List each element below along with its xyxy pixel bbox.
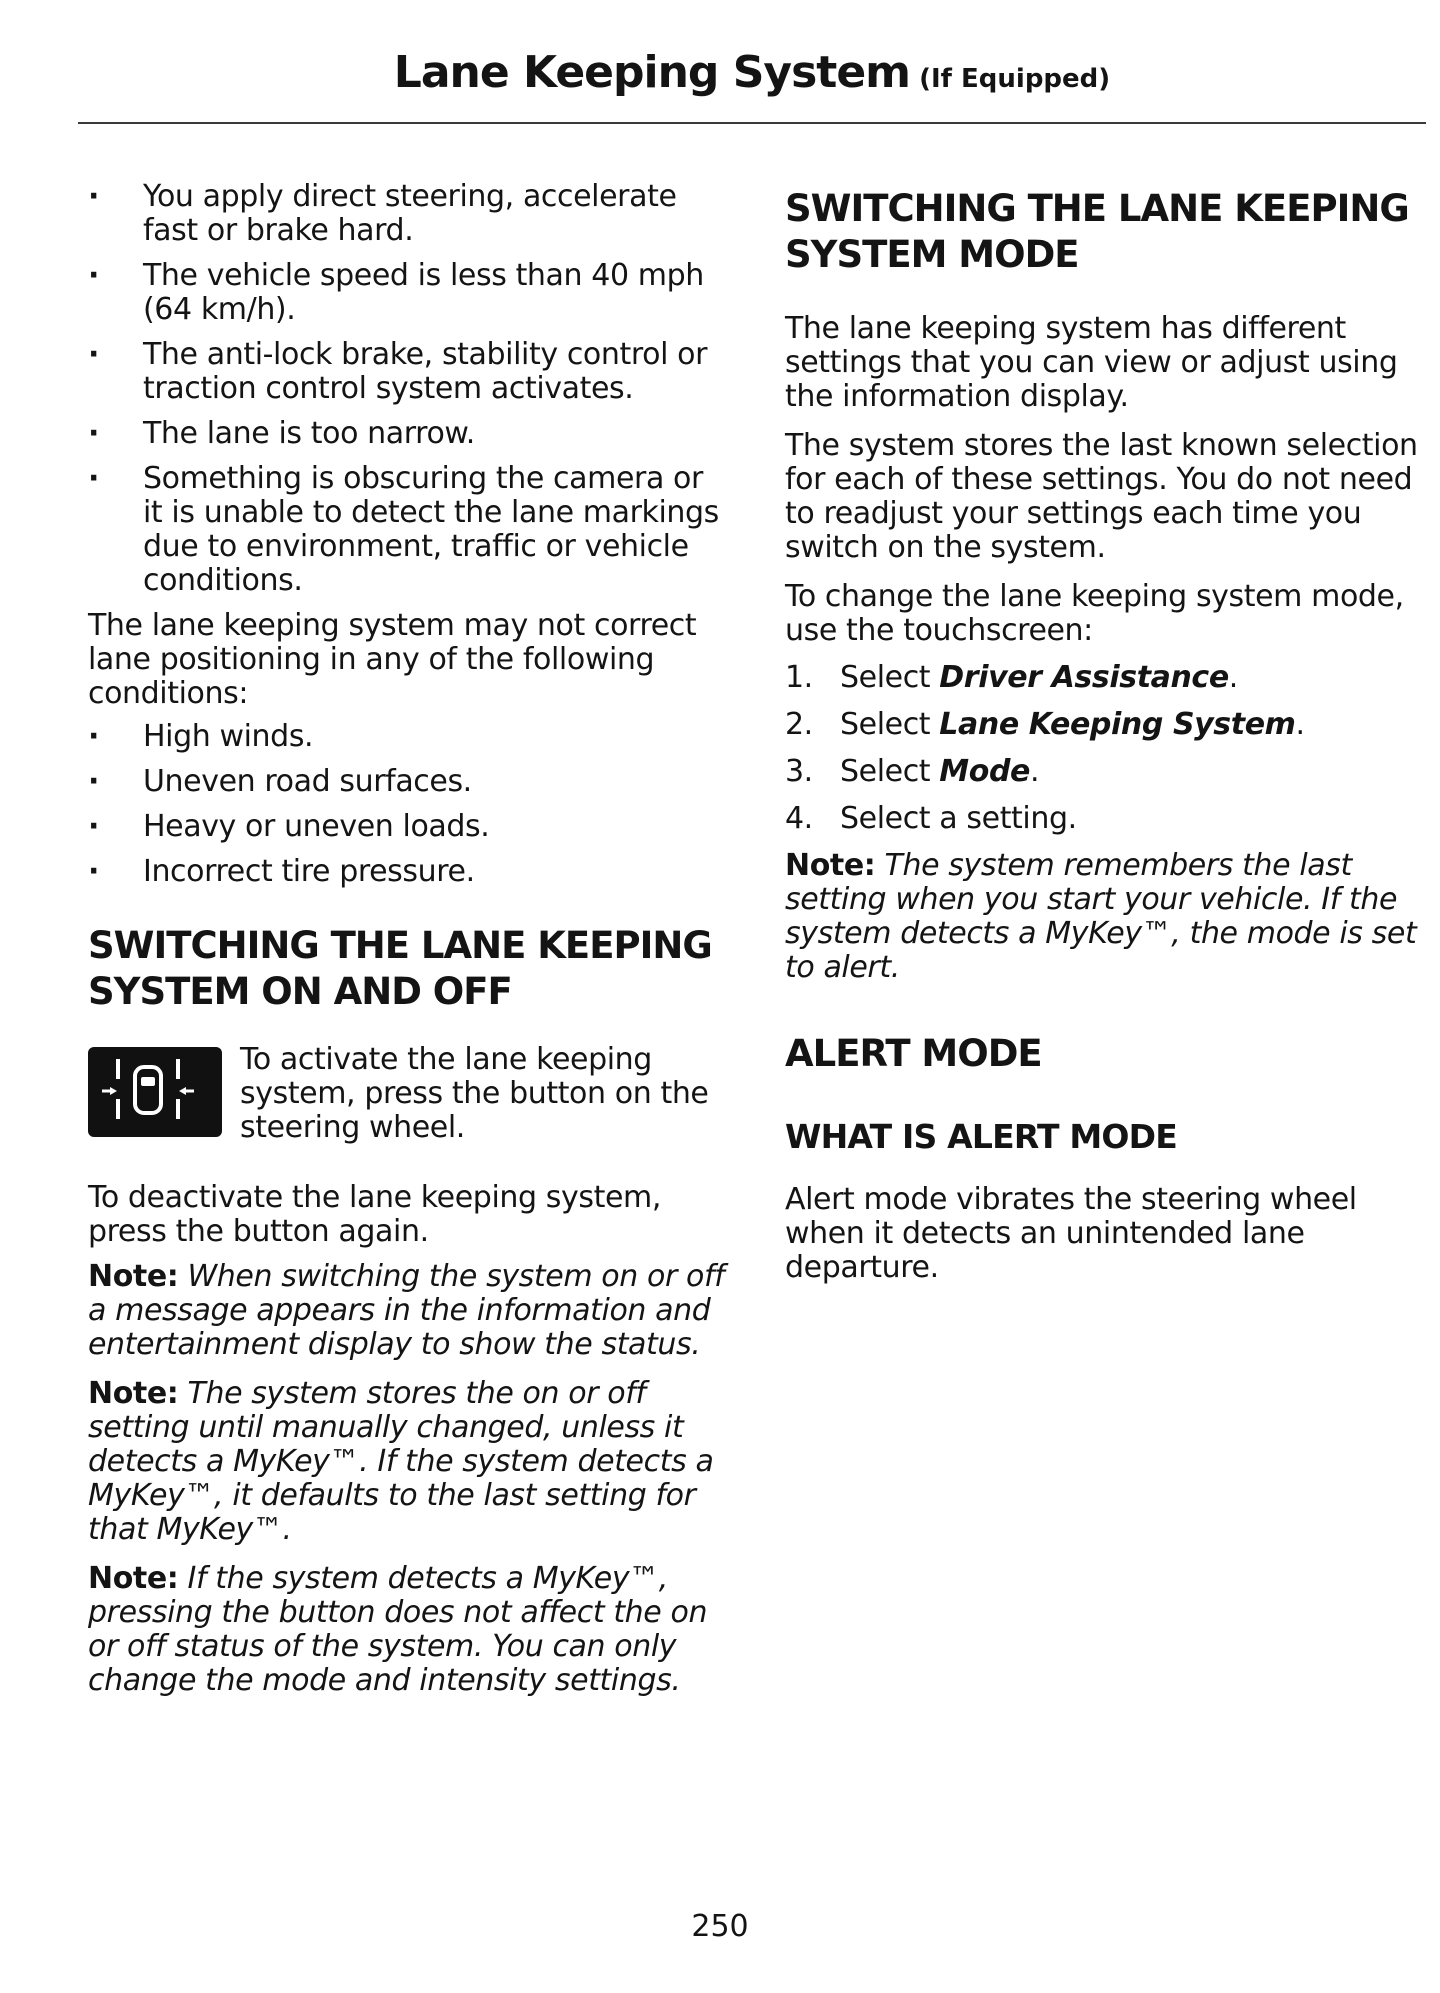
list-item: · The anti-lock brake, stability control or traction control system activates. — [88, 338, 728, 406]
left-column — [88, 180, 728, 1698]
alert-mode-paragraph: Alert mode vibrates the steering wheel when it detects an unintended lane departure. — [785, 1182, 1357, 1285]
activate-instruction — [88, 1043, 728, 1145]
list-item: · Something is obscuring the camera or it is unable to detect the lane markings due to environment, traffic or vehicle conditions. — [88, 462, 728, 598]
list-item: 2. Select Lane Keeping System. — [785, 707, 1305, 742]
page-subtitle: (If Equipped) — [919, 64, 1111, 94]
right-column — [785, 180, 1425, 1285]
list-item: 1. Select Driver Assistance. — [785, 660, 1238, 695]
page-header — [78, 38, 1426, 124]
list-item: · Uneven road surfaces. — [88, 765, 728, 799]
activate-paragraph: To activate the lane keeping system, press the button on the steering wheel. — [240, 1042, 709, 1145]
note-stored-setting: Note: The system stores the on or off setting until manually changed, unless it detects a MyKey™. If the system detects a MyKey™, it defaults to the last setting for that MyKey™. — [88, 1376, 714, 1547]
page-title: Lane Keeping System — [393, 47, 911, 98]
list-item: · You apply direct steering, accelerate fast or brake hard. — [88, 180, 728, 248]
note-mykey: Note: If the system detects a MyKey™, pressing the button does not affect the on or off status of the system. You can only change the mode and intensity settings. — [88, 1561, 708, 1698]
mode-steps-list — [785, 661, 1425, 836]
section-heading-alert-mode: ALERT MODE — [785, 1032, 1042, 1075]
section-heading-on-off: SWITCHING THE LANE KEEPING SYSTEM ON AND OFF — [88, 924, 712, 1013]
settings-paragraph: The lane keeping system has different settings that you can view or adjust using the information display. — [785, 311, 1398, 414]
list-item: · Incorrect tire pressure. — [88, 855, 728, 889]
list-item: · High winds. — [88, 720, 728, 754]
list-item: · The lane is too narrow. — [88, 417, 728, 451]
subheading-what-is-alert-mode: WHAT IS ALERT MODE — [785, 1117, 1177, 1156]
stores-paragraph: The system stores the last known selection for each of these settings. You do not need to readjust your settings each time you switch on the system. — [785, 428, 1418, 565]
bullet-list-correction-conditions — [88, 720, 728, 889]
note-status-message: Note: When switching the system on or off a message appears in the information and entertainment display to show the status. — [88, 1259, 725, 1362]
list-item: 3. Select Mode. — [785, 754, 1040, 789]
list-item: 4. Select a setting. — [785, 801, 1077, 836]
section-heading-mode: SWITCHING THE LANE KEEPING SYSTEM MODE — [785, 187, 1409, 276]
lane-keeping-button-icon — [88, 1047, 222, 1137]
bullet-list-disable-conditions — [88, 180, 728, 598]
conditions-paragraph: The lane keeping system may not correct lane positioning in any of the following conditions: — [88, 608, 697, 711]
page-number: 250 — [691, 1909, 749, 1944]
list-item: · Heavy or uneven loads. — [88, 810, 728, 844]
change-mode-paragraph: To change the lane keeping system mode, use the touchscreen: — [785, 579, 1404, 648]
deactivate-paragraph: To deactivate the lane keeping system, press the button again. — [88, 1180, 661, 1249]
list-item: · The vehicle speed is less than 40 mph (64 km/h). — [88, 259, 728, 327]
note-mode-remember: Note: The system remembers the last setting when you start your vehicle. If the system detects a MyKey™, the mode is set to alert. — [785, 848, 1417, 985]
